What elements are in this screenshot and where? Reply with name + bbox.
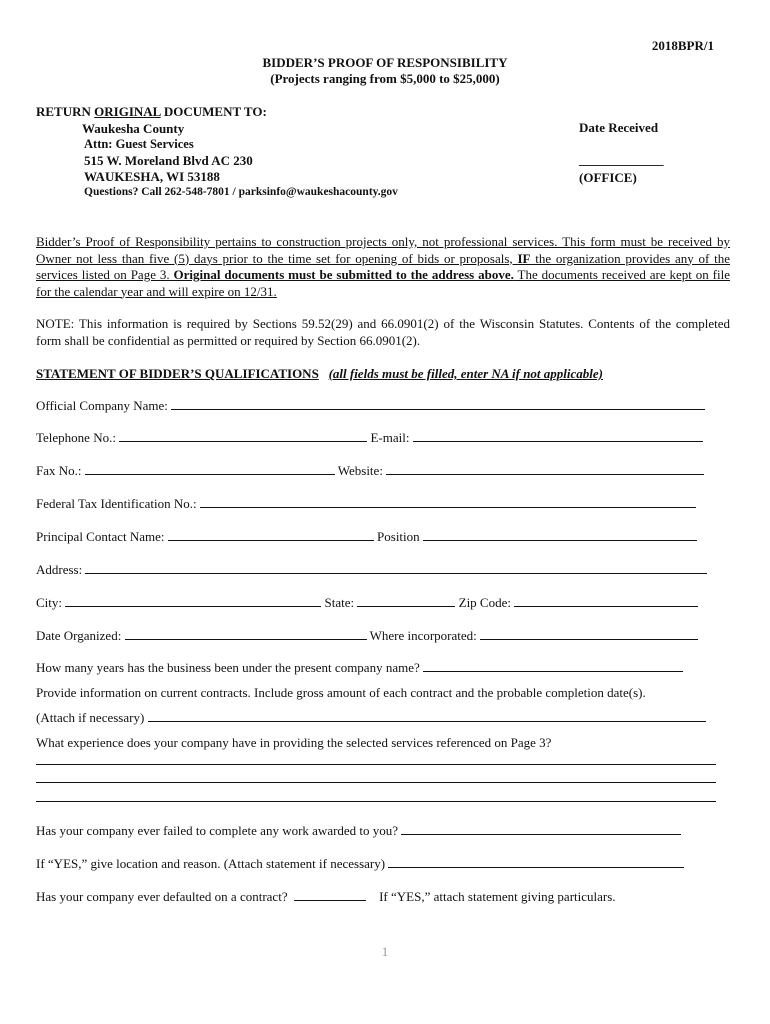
note-paragraph: NOTE: This information is required by Sections 59.52(29) and 66.0901(2) of the Wisconsin Statutes. Contents of the completed form shall be confidential as permitted or required by Section 66.0901(2). bbox=[36, 316, 730, 348]
experience-line-3[interactable] bbox=[36, 801, 716, 802]
section-heading bbox=[36, 366, 603, 382]
date-organized-field[interactable] bbox=[125, 628, 367, 640]
failed-question: Has your company ever failed to complete any work awarded to you? bbox=[36, 823, 399, 838]
state-label: State: bbox=[324, 595, 355, 610]
zip-label: Zip Code: bbox=[458, 595, 511, 610]
fein-label: Federal Tax Identification No.: bbox=[36, 496, 197, 511]
contact-label: Principal Contact Name: bbox=[36, 529, 165, 544]
address-label: Address: bbox=[36, 562, 83, 577]
section-heading-text: STATEMENT OF BIDDER’S QUALIFICATIONS bbox=[36, 366, 319, 381]
fax-row bbox=[36, 463, 714, 479]
return-suffix: DOCUMENT TO: bbox=[160, 104, 267, 119]
return-heading bbox=[36, 104, 267, 120]
years-row bbox=[36, 660, 714, 676]
city-label: City: bbox=[36, 595, 63, 610]
intro-end: . bbox=[273, 283, 277, 299]
attach-label: (Attach if necessary) bbox=[36, 710, 145, 725]
return-street: 515 W. Moreland Blvd AC 230 bbox=[84, 153, 253, 168]
telephone-row bbox=[36, 430, 714, 446]
form-title: BIDDER’S PROOF OF RESPONSIBILITY bbox=[262, 55, 508, 70]
company-name-row bbox=[36, 398, 714, 414]
return-prefix: RETURN bbox=[36, 104, 95, 119]
fax-label: Fax No.: bbox=[36, 463, 82, 478]
company-name-label: Official Company Name: bbox=[36, 398, 168, 413]
date-organized-row bbox=[36, 628, 714, 644]
position-field[interactable] bbox=[423, 529, 697, 541]
failed-field[interactable] bbox=[401, 823, 681, 835]
fax-field[interactable] bbox=[85, 463, 335, 475]
intro-paragraph bbox=[36, 234, 730, 300]
return-city: WAUKESHA, WI 53188 bbox=[84, 169, 220, 184]
email-field[interactable] bbox=[413, 430, 703, 442]
telephone-label: Telephone No.: bbox=[36, 430, 116, 445]
section-instruction: (all fields must be filled, enter NA if not applicable) bbox=[328, 366, 603, 381]
fein-field[interactable] bbox=[200, 496, 696, 508]
address-row bbox=[36, 562, 714, 578]
experience-question: What experience does your company have in providing the selected services referenced on Page 3? bbox=[36, 735, 552, 750]
city-row bbox=[36, 595, 714, 611]
zip-field[interactable] bbox=[514, 595, 698, 607]
return-questions: Questions? Call 262-548-7801 / parksinfo@waukeshacounty.gov bbox=[84, 186, 398, 198]
experience-line-2[interactable] bbox=[36, 782, 716, 783]
contracts-field[interactable] bbox=[148, 710, 706, 722]
state-field[interactable] bbox=[357, 595, 455, 607]
email-label: E-mail: bbox=[370, 430, 410, 445]
failed-row bbox=[36, 823, 714, 839]
website-field[interactable] bbox=[386, 463, 704, 475]
fein-row bbox=[36, 496, 714, 512]
position-label: Position bbox=[377, 529, 420, 544]
defaulted-question: Has your company ever defaulted on a contract? bbox=[36, 889, 288, 904]
where-incorporated-label: Where incorporated: bbox=[369, 628, 477, 643]
page-number: 1 bbox=[381, 944, 389, 959]
defaulted-field[interactable] bbox=[294, 889, 366, 901]
telephone-field[interactable] bbox=[119, 430, 367, 442]
intro-bold: Original documents must be submitted to the address above. bbox=[173, 267, 514, 282]
attach-row bbox=[36, 710, 714, 726]
if-yes-location-field[interactable] bbox=[388, 856, 684, 868]
where-incorporated-field[interactable] bbox=[480, 628, 698, 640]
website-label: Website: bbox=[337, 463, 383, 478]
return-original: ORIGINAL bbox=[94, 104, 161, 119]
form-subtitle: (Projects ranging from $5,000 to $25,000) bbox=[270, 71, 500, 86]
return-org: Waukesha County bbox=[82, 121, 185, 136]
intro-if: IF bbox=[517, 250, 531, 266]
defaulted-row bbox=[36, 889, 714, 905]
years-question: How many years has the business been under the present company name? bbox=[36, 660, 420, 675]
contact-field[interactable] bbox=[168, 529, 374, 541]
date-received-blank[interactable]: _____________ bbox=[579, 152, 664, 167]
contracts-info: Provide information on current contracts. Include gross amount of each contract and the probable completion date(s). bbox=[36, 685, 646, 700]
date-received-label: Date Received bbox=[579, 120, 659, 135]
years-field[interactable] bbox=[423, 660, 683, 672]
if-yes-location-row bbox=[36, 856, 714, 872]
intro-part2: the organization provides any of the services listed on Page 3. bbox=[36, 250, 731, 282]
contact-row bbox=[36, 529, 714, 545]
office-label: (OFFICE) bbox=[579, 170, 637, 185]
intro-part3: The documents received are kept on file for the calendar year and will expire on 12/31 bbox=[36, 267, 730, 299]
city-field[interactable] bbox=[65, 595, 321, 607]
intro-part1: Bidder’s Proof of Responsibility pertains to construction projects only, not professional services. This form must be received by Owner not less than five (5) days prior to the time set for opening of bids or proposals, bbox=[36, 234, 730, 266]
return-attn: Attn: Guest Services bbox=[84, 137, 194, 151]
date-organized-label: Date Organized: bbox=[36, 628, 122, 643]
experience-line-1[interactable] bbox=[36, 764, 716, 765]
form-code: 2018BPR/1 bbox=[651, 38, 714, 53]
company-name-field[interactable] bbox=[171, 398, 705, 410]
if-yes-location-label: If “YES,” give location and reason. (Attach statement if necessary) bbox=[36, 856, 386, 871]
if-yes-attach-label: If “YES,” attach statement giving particulars. bbox=[379, 889, 616, 904]
address-field[interactable] bbox=[85, 562, 707, 574]
